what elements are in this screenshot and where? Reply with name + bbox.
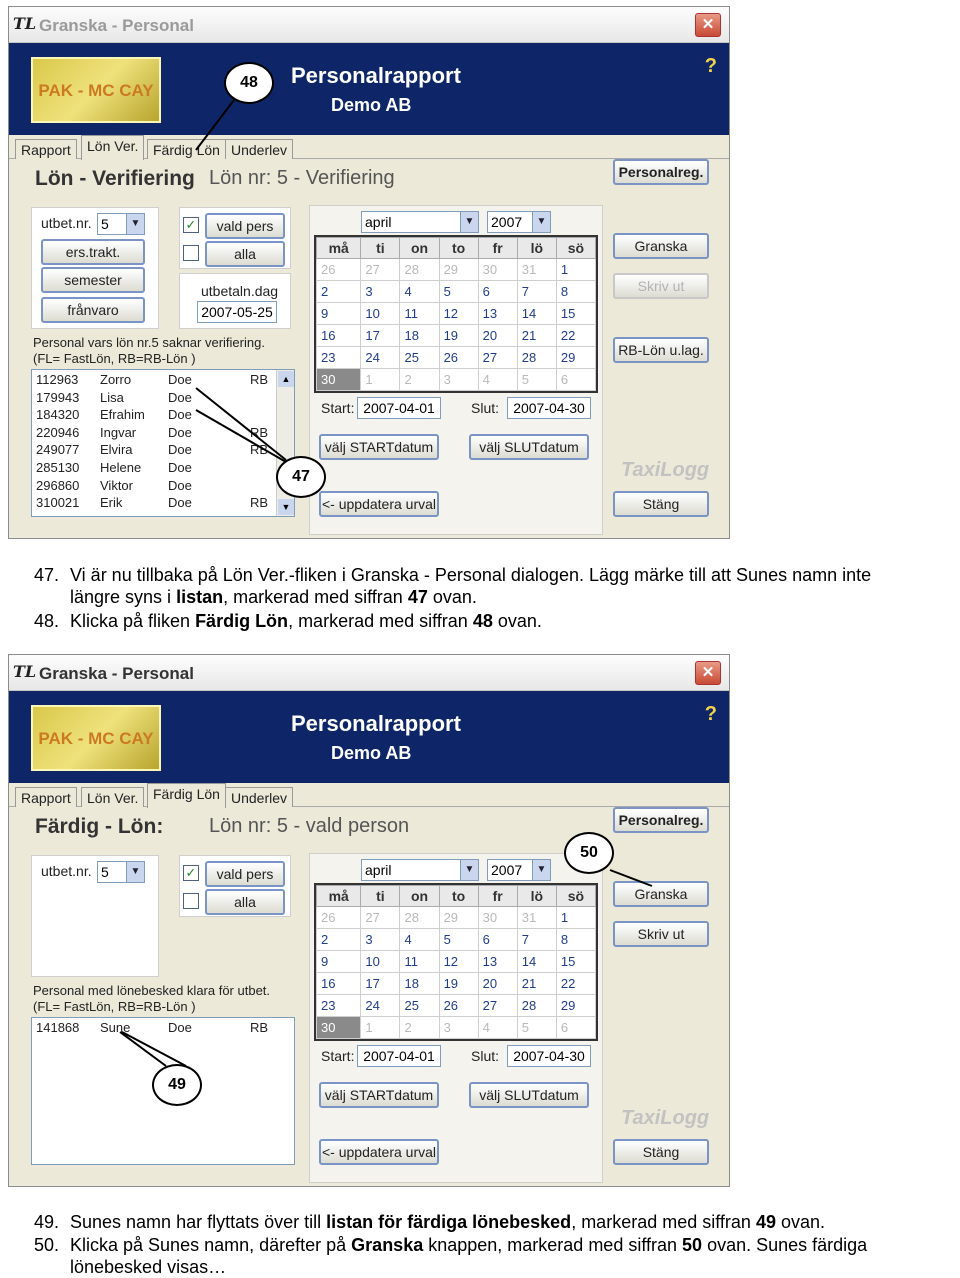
- company-logo: PAK - MC CAY: [31, 705, 161, 771]
- rb-lon-button[interactable]: RB-Lön u.lag.: [613, 337, 709, 363]
- calendar-day[interactable]: 8: [556, 929, 595, 951]
- semester-button[interactable]: semester: [41, 267, 145, 293]
- calendar-day[interactable]: 24: [361, 995, 400, 1017]
- calendar-day[interactable]: 4: [478, 369, 517, 391]
- weekday: fr: [478, 238, 517, 259]
- calendar-day[interactable]: 1: [556, 907, 595, 929]
- app-logo-icon: TL: [13, 662, 37, 681]
- personalreg-button[interactable]: Personalreg.: [613, 807, 709, 833]
- calendar-day[interactable]: 28: [400, 907, 439, 929]
- granska-button[interactable]: Granska: [613, 881, 709, 907]
- arrow-50: [610, 870, 652, 886]
- weekday: sö: [556, 886, 595, 907]
- personalreg-button[interactable]: Personalreg.: [613, 159, 709, 185]
- calendar-day[interactable]: 17: [361, 973, 400, 995]
- list-item[interactable]: 220946 Ingvar Doe RB: [36, 424, 269, 440]
- calendar-day[interactable]: 2: [317, 929, 361, 951]
- calendar-day[interactable]: 19: [439, 973, 478, 995]
- tab-lon-ver[interactable]: Lön Ver.: [81, 135, 144, 160]
- utbet-select[interactable]: 5 ▼: [97, 213, 145, 235]
- scroll-down-icon[interactable]: ▼: [278, 499, 294, 515]
- list-item[interactable]: 249077 Elvira Doe RB: [36, 442, 269, 458]
- help-icon[interactable]: ?: [704, 55, 717, 77]
- calendar-day[interactable]: 2: [317, 281, 361, 303]
- list-item[interactable]: 112963 Zorro Doe RB: [36, 372, 269, 387]
- utbet-select[interactable]: 5 ▼: [97, 861, 145, 883]
- calendar-day[interactable]: 30: [478, 907, 517, 929]
- utbetaln-label: utbetaln.dag: [201, 283, 279, 299]
- calendar-day[interactable]: 5: [517, 369, 556, 391]
- calendar-day[interactable]: 28: [517, 995, 556, 1017]
- close-button[interactable]: ✕: [695, 661, 721, 685]
- start-label: Start:: [321, 1048, 355, 1064]
- section-subtitle: Lön nr: 5 - Verifiering: [209, 167, 395, 189]
- calendar-day[interactable]: 9: [317, 303, 361, 325]
- calendar-day[interactable]: 3: [439, 1017, 478, 1039]
- section-title: Färdig - Lön:: [35, 815, 164, 838]
- calendar-day[interactable]: 4: [400, 281, 439, 303]
- utbetaln-input[interactable]: 2007-05-25: [197, 301, 277, 323]
- calendar-day[interactable]: 24: [361, 347, 400, 369]
- calendar-day[interactable]: 10: [361, 303, 400, 325]
- calendar-day[interactable]: 27: [478, 995, 517, 1017]
- tab-lon-ver[interactable]: Lön Ver.: [81, 787, 144, 807]
- arrow-49-a: [120, 1032, 166, 1066]
- stang-button[interactable]: Stäng: [613, 491, 709, 517]
- chevron-down-icon: ▼: [460, 212, 478, 232]
- uppdatera-urval-button[interactable]: <- uppdatera urval: [319, 491, 439, 517]
- calendar-day[interactable]: 13: [478, 303, 517, 325]
- utbet-label: utbet.nr.: [41, 215, 92, 231]
- vald-pers-button[interactable]: vald pers: [205, 213, 285, 239]
- chevron-down-icon: ▼: [126, 862, 144, 882]
- slut-date-input[interactable]: 2007-04-30: [507, 397, 591, 419]
- calendar-day[interactable]: 27: [361, 259, 400, 281]
- stang-button[interactable]: Stäng: [613, 1139, 709, 1165]
- calendar-day[interactable]: 13: [478, 951, 517, 973]
- valj-slutdatum-button[interactable]: välj SLUTdatum: [469, 434, 589, 460]
- weekday: må: [317, 238, 361, 259]
- list-item[interactable]: 141868 Sune Doe RB: [36, 1020, 269, 1035]
- list-item[interactable]: 296860 Viktor Doe: [36, 477, 192, 493]
- list-caption-2: (FL= FastLön, RB=RB-Lön ): [33, 351, 196, 366]
- calendar-day[interactable]: 2: [400, 1017, 439, 1039]
- callout-48: 48: [224, 62, 274, 104]
- calendar-day[interactable]: 29: [439, 907, 478, 929]
- calendar-day[interactable]: 5: [439, 281, 478, 303]
- calendar-day[interactable]: 4: [478, 1017, 517, 1039]
- scroll-up-icon[interactable]: ▲: [278, 371, 294, 387]
- arrow-49-b: [122, 1032, 186, 1066]
- month-select[interactable]: april ▼: [361, 211, 479, 233]
- taxilogg-logo: TaxiLogg: [621, 1107, 710, 1129]
- weekday: lö: [517, 238, 556, 259]
- weekday: to: [439, 886, 478, 907]
- calendar-day[interactable]: 26: [317, 259, 361, 281]
- start-label: Start:: [321, 400, 355, 416]
- calendar-day[interactable]: 18: [400, 325, 439, 347]
- calendar-day[interactable]: 9: [317, 951, 361, 973]
- calendar-day[interactable]: 6: [478, 929, 517, 951]
- calendar-day[interactable]: 29: [556, 995, 595, 1017]
- calendar-day[interactable]: 31: [517, 259, 556, 281]
- header-company: Demo AB: [331, 95, 412, 115]
- calendar-day[interactable]: 25: [400, 347, 439, 369]
- uppdatera-urval-button[interactable]: <- uppdatera urval: [319, 1139, 439, 1165]
- franvaro-button[interactable]: frånvaro: [41, 297, 145, 323]
- calendar-day[interactable]: 7: [517, 281, 556, 303]
- tab-rapport[interactable]: Rapport: [15, 787, 77, 807]
- calendar-day[interactable]: 27: [478, 347, 517, 369]
- list-item[interactable]: 285130 Helene Doe: [36, 459, 192, 475]
- year-select[interactable]: 2007 ▼: [487, 211, 551, 233]
- help-icon[interactable]: ?: [704, 703, 717, 725]
- calendar-day[interactable]: 6: [478, 281, 517, 303]
- start-date-input[interactable]: 2007-04-01: [357, 397, 441, 419]
- calendar-day[interactable]: 7: [517, 929, 556, 951]
- calendar-day[interactable]: 6: [556, 369, 595, 391]
- list-caption-2: (FL= FastLön, RB=RB-Lön ): [33, 999, 196, 1014]
- window-title: Granska - Personal: [39, 16, 194, 35]
- skriv-ut-button[interactable]: Skriv ut: [613, 273, 709, 299]
- callout-47: 47: [276, 456, 326, 498]
- calendar-day[interactable]: 17: [361, 325, 400, 347]
- taxilogg-logo: TaxiLogg: [621, 459, 710, 481]
- section-title: Lön - Verifiering: [35, 167, 195, 190]
- calendar-day[interactable]: 25: [400, 995, 439, 1017]
- header-title: Personalrapport: [291, 711, 461, 736]
- calendar-day[interactable]: 28: [400, 259, 439, 281]
- slut-label: Slut:: [471, 1048, 500, 1064]
- calendar-day[interactable]: 30: [478, 259, 517, 281]
- weekday: to: [439, 238, 478, 259]
- list-item[interactable]: 310021 Erik Doe RB: [36, 495, 269, 511]
- list-caption-1: Personal vars lön nr.5 saknar verifiering.: [33, 335, 265, 350]
- weekday: fr: [478, 886, 517, 907]
- calendar-day[interactable]: 19: [439, 325, 478, 347]
- calendar-day[interactable]: 11: [400, 303, 439, 325]
- calendar-day[interactable]: 29: [556, 347, 595, 369]
- vald-pers-checkbox[interactable]: ✓: [183, 217, 199, 233]
- calendar-day[interactable]: 3: [439, 369, 478, 391]
- tab-rapport[interactable]: Rapport: [15, 139, 77, 159]
- calendar-day[interactable]: 31: [517, 907, 556, 929]
- calendar-day[interactable]: 21: [517, 325, 556, 347]
- weekday: sö: [556, 238, 595, 259]
- calendar-day[interactable]: 10: [361, 951, 400, 973]
- calendar-day[interactable]: 2: [400, 369, 439, 391]
- start-date-input[interactable]: 2007-04-01: [357, 1045, 441, 1067]
- section-subtitle: Lön nr: 5 - vald person: [209, 815, 410, 837]
- arrow-47-b: [196, 410, 286, 462]
- slut-label: Slut:: [471, 400, 500, 416]
- vald-pers-checkbox[interactable]: ✓: [183, 865, 199, 881]
- utbet-label: utbet.nr.: [41, 863, 92, 879]
- calendar-day[interactable]: 30: [317, 369, 361, 391]
- calendar-day[interactable]: 18: [400, 973, 439, 995]
- window-title: Granska - Personal: [39, 664, 194, 683]
- weekday: ti: [361, 886, 400, 907]
- calendar-day[interactable]: 20: [478, 325, 517, 347]
- calendar-day[interactable]: 3: [361, 281, 400, 303]
- company-logo: PAK - MC CAY: [31, 57, 161, 123]
- tab-underlev[interactable]: Underlev: [225, 787, 293, 807]
- calendar-day[interactable]: 30: [317, 1017, 361, 1039]
- calendar-day[interactable]: 26: [317, 907, 361, 929]
- calendar-day[interactable]: 23: [317, 995, 361, 1017]
- month-select[interactable]: april ▼: [361, 859, 479, 881]
- calendar-day[interactable]: 15: [556, 951, 595, 973]
- list-item[interactable]: 179943 Lisa Doe: [36, 389, 192, 405]
- alla-button[interactable]: alla: [205, 241, 285, 267]
- arrow-48: [196, 100, 234, 150]
- weekday: ti: [361, 238, 400, 259]
- calendar-day[interactable]: 22: [556, 973, 595, 995]
- list-caption-1: Personal med lönebesked klara för utbet.: [33, 983, 271, 998]
- slut-date-input[interactable]: 2007-04-30: [507, 1045, 591, 1067]
- calendar-day[interactable]: 27: [361, 907, 400, 929]
- granska-button[interactable]: Granska: [613, 233, 709, 259]
- callout-49: 49: [152, 1064, 202, 1106]
- valj-startdatum-button[interactable]: välj STARTdatum: [319, 1082, 439, 1108]
- calendar-day[interactable]: 12: [439, 951, 478, 973]
- arrow-47-a: [196, 388, 286, 460]
- calendar-day[interactable]: 16: [317, 325, 361, 347]
- weekday: on: [400, 238, 439, 259]
- chevron-down-icon: ▼: [532, 212, 550, 232]
- callout-50: 50: [564, 832, 614, 874]
- calendar-day[interactable]: 3: [361, 929, 400, 951]
- calendar-day[interactable]: 15: [556, 303, 595, 325]
- calendar-day[interactable]: 29: [439, 259, 478, 281]
- calendar-day[interactable]: 16: [317, 973, 361, 995]
- valj-slutdatum-button[interactable]: välj SLUTdatum: [469, 1082, 589, 1108]
- weekday: må: [317, 886, 361, 907]
- weekday: on: [400, 886, 439, 907]
- close-button[interactable]: ✕: [695, 13, 721, 37]
- calendar-day[interactable]: 28: [517, 347, 556, 369]
- calendar-day[interactable]: 14: [517, 303, 556, 325]
- calendar-day[interactable]: 14: [517, 951, 556, 973]
- valj-startdatum-button[interactable]: välj STARTdatum: [319, 434, 439, 460]
- calendar-day[interactable]: 22: [556, 325, 595, 347]
- chevron-down-icon: ▼: [126, 214, 144, 234]
- tab-fardig-lon[interactable]: Färdig Lön: [147, 783, 226, 808]
- calendar-day[interactable]: 5: [517, 1017, 556, 1039]
- calendar-day[interactable]: 11: [400, 951, 439, 973]
- calendar-day[interactable]: 5: [439, 929, 478, 951]
- app-logo-icon: TL: [13, 14, 37, 33]
- chevron-down-icon: ▼: [460, 860, 478, 880]
- vald-pers-button[interactable]: vald pers: [205, 861, 285, 887]
- chevron-down-icon: ▼: [532, 860, 550, 880]
- calendar-day[interactable]: 6: [556, 1017, 595, 1039]
- calendar-day[interactable]: 1: [556, 259, 595, 281]
- tab-fardig-lon[interactable]: Färdig Lön: [147, 139, 226, 159]
- calendar-day[interactable]: 21: [517, 973, 556, 995]
- calendar-day[interactable]: 26: [439, 995, 478, 1017]
- weekday: lö: [517, 886, 556, 907]
- tab-underlev[interactable]: Underlev: [225, 139, 293, 159]
- calendar-day[interactable]: 23: [317, 347, 361, 369]
- calendar-day[interactable]: 12: [439, 303, 478, 325]
- ers-trakt-button[interactable]: ers.trakt.: [41, 239, 145, 265]
- list-item[interactable]: 184320 Efrahim Doe: [36, 407, 192, 423]
- year-select[interactable]: 2007 ▼: [487, 859, 551, 881]
- skriv-ut-button[interactable]: Skriv ut: [613, 921, 709, 947]
- alla-button[interactable]: alla: [205, 889, 285, 915]
- calendar-day[interactable]: 1: [361, 1017, 400, 1039]
- calendar-day[interactable]: 20: [478, 973, 517, 995]
- calendar-day[interactable]: 4: [400, 929, 439, 951]
- calendar-day[interactable]: 26: [439, 347, 478, 369]
- calendar-day[interactable]: 1: [361, 369, 400, 391]
- header-title: Personalrapport: [291, 63, 461, 88]
- calendar-day[interactable]: 8: [556, 281, 595, 303]
- header-company: Demo AB: [331, 743, 412, 763]
